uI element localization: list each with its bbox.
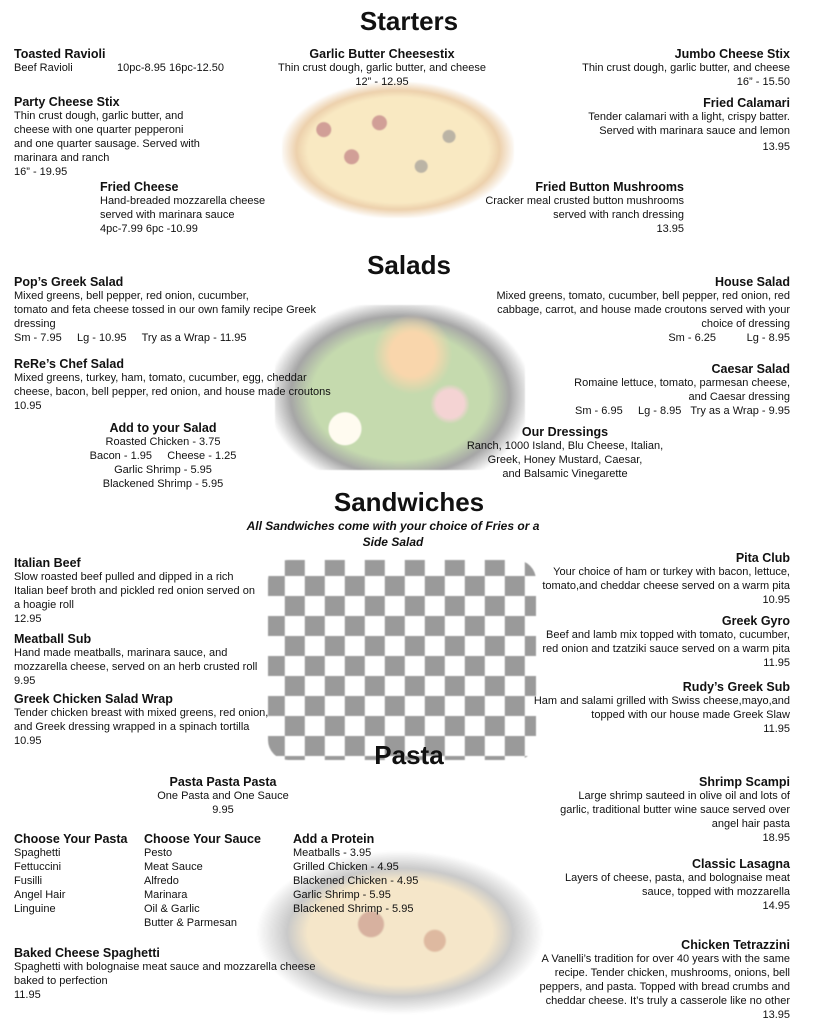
subtitle-line: All Sandwiches come with your choice of Fries or a [246,519,540,533]
item-desc: Romaine lettuce, tomato, parmesan cheese, [574,377,790,389]
item-price: Sm - 6.95 Lg - 8.95 Try as a Wrap - 9.95 [575,405,790,417]
item-price: Sm - 7.95 Lg - 10.95 Try as a Wrap - 11.95 [14,332,247,344]
item-name: Caesar Salad [711,362,790,376]
item-name: ReRe’s Chef Salad [14,357,124,371]
item-desc: garlic, traditional butter wine sauce served over [560,804,790,816]
addon-item: Bacon - 1.95 Cheese - 1.25 [89,450,237,462]
item-desc: Ham and salami grilled with Swiss cheese,mayo,and [533,695,790,707]
item-price: 12.95 [14,613,42,625]
addon-item: Blackened Chicken - 4.95 [293,875,419,887]
item-desc: served with ranch dressing [553,209,684,221]
item-desc: Thin crust dough, garlic butter, and cheese [278,62,486,74]
item-desc: and one quarter sausage. Served with [14,138,200,150]
menu-block-add-to-salad [70,421,256,491]
menu-item-house-salad [470,275,790,345]
item-price: 13.95 [762,1009,790,1021]
item-desc: and Balsamic Vinegarette [502,468,628,480]
item-name: Pasta Pasta Pasta [169,775,277,789]
item-price: 9.95 [212,804,234,816]
option-item: Spaghetti [14,847,61,859]
item-name: Choose Your Pasta [14,832,128,846]
option-item: Alfredo [144,875,179,887]
menu-item-toasted-ravioli [14,47,274,75]
item-price: 10.95 [762,594,790,606]
menu-item-rudys-greek-sub [520,680,790,736]
item-price: 12” - 12.95 [355,76,409,88]
option-item: Pesto [144,847,173,859]
menu-item-italian-beef [14,556,274,626]
addon-item: Garlic Shrimp - 5.95 [114,464,212,476]
item-desc: tomato and feta cheese tossed in our own family recipe Greek [14,304,317,316]
menu-item-baked-cheese-spaghetti [14,946,344,1002]
item-desc: Tender calamari with a light, crispy batter. [588,111,790,123]
menu-block-add-protein [293,832,443,916]
menu-item-classic-lasagna [540,857,790,913]
menu-item-garlic-butter-cheesestix [262,47,502,89]
item-name: Baked Cheese Spaghetti [14,946,160,960]
item-name: Pop’s Greek Salad [14,275,124,289]
item-price: 10.95 [14,735,42,747]
section-title-pasta: Pasta [374,740,444,770]
item-name: Choose Your Sauce [144,832,261,846]
item-desc: tomato,and cheddar cheese served on a warm pita [542,580,790,592]
item-desc: cheddar cheese. It’s truly a casserole like no other [545,995,790,1007]
item-desc: Served with marinara sauce and lemon [599,125,790,137]
item-desc: and Caesar dressing [688,391,790,403]
item-name: Garlic Butter Cheesestix [309,47,455,61]
menu-item-meatball-sub [14,632,274,688]
item-name: Meatball Sub [14,632,92,646]
menu-item-fried-calamari [540,96,790,154]
item-price: 9.95 [14,675,36,687]
menu-block-choose-pasta [14,832,140,916]
item-price: 13.95 [762,141,790,153]
option-item: Meat Sauce [144,861,203,873]
menu-block-our-dressings [460,425,670,481]
item-desc: cheese, bacon, bell pepper, red onion, and house made croutons [14,386,331,398]
addon-item: Blackened Shrimp - 5.95 [293,903,414,915]
item-desc: baked to perfection [14,975,108,987]
addon-item: Blackened Shrimp - 5.95 [102,478,224,490]
item-desc: Beef and lamb mix topped with tomato, cucumber, [546,629,790,641]
item-desc: Your choice of ham or turkey with bacon, lettuce, [553,566,790,578]
item-price: 11.95 [14,989,41,1001]
item-desc: Slow roasted beef pulled and dipped in a rich [14,571,234,583]
item-name: Toasted Ravioli [14,47,106,61]
item-price: Sm - 6.25 Lg - 8.95 [668,332,790,344]
item-desc: peppers, and pasta. Topped with bread crumbs and [539,981,790,993]
option-item: Oil & Garlic [144,903,200,915]
item-desc: cheese with one quarter pepperoni [14,124,184,136]
item-desc: Ranch, 1000 Island, Blu Cheese, Italian, [466,440,664,452]
item-name: Fried Cheese [100,180,179,194]
item-price: 11.95 [763,723,790,735]
menu-item-shrimp-scampi [540,775,790,845]
item-desc: choice of dressing [701,318,790,330]
addon-item: Grilled Chicken - 4.95 [293,861,399,873]
item-desc: Large shrimp sauteed in olive oil and lots of [578,790,790,802]
menu-item-caesar-salad [540,362,790,418]
menu-item-fried-cheese [100,180,300,236]
option-item: Linguine [14,903,56,915]
item-desc: Thin crust dough, garlic butter, and cheese [582,62,790,74]
item-desc: Beef Ravioli [14,62,73,74]
item-desc: and Greek dressing wrapped in a spinach tortilla [14,721,250,733]
item-desc: Mixed greens, turkey, ham, tomato, cucumber, egg, cheddar [14,372,307,384]
item-price: 16” - 15.50 [736,76,790,88]
item-desc: Hand-breaded mozzarella cheese [100,195,266,207]
item-desc: mozzarella cheese, served on an herb crusted roll [14,661,258,673]
item-price: 14.95 [762,900,790,912]
item-desc: Layers of cheese, pasta, and bolognaise meat [564,872,790,884]
item-price: 4pc-7.99 6pc -10.99 [100,223,198,235]
item-name: Fried Calamari [703,96,790,110]
item-desc: a hoagie roll [14,599,74,611]
item-desc: Mixed greens, tomato, cucumber, bell pepper, red onion, red [496,290,790,302]
menu-item-pasta-pasta-pasta [140,775,306,817]
item-name: Greek Chicken Salad Wrap [14,692,173,706]
item-name: Italian Beef [14,556,81,570]
item-name: Party Cheese Stix [14,95,120,109]
menu-item-reres-chef-salad [14,357,354,413]
item-name: House Salad [714,275,790,289]
item-price: 13.95 [656,223,684,235]
item-desc: Tender chicken breast with mixed greens, red onion, [14,707,269,719]
section-title-sandwiches: Sandwiches [333,487,485,517]
item-desc: sauce, topped with mozzarella [642,886,790,898]
item-desc: topped with our house made Greek Slaw [591,709,790,721]
item-price: 16” - 19.95 [14,166,68,178]
item-name: Add a Protein [293,832,375,846]
menu-item-chicken-tetrazzini [500,938,790,1022]
menu-block-choose-sauce [144,832,284,930]
item-desc: Italian beef broth and pickled red onion served on [14,585,255,597]
option-item: Angel Hair [14,889,66,901]
item-desc: dressing [14,318,56,330]
menu-item-jumbo-cheese-stix [540,47,790,89]
option-item: Marinara [144,889,188,901]
item-desc: red onion and tzatziki sauce served on a warm pita [542,643,790,655]
item-desc: angel hair pasta [711,818,790,830]
item-name: Fried Button Mushrooms [535,180,684,194]
item-desc: Mixed greens, bell pepper, red onion, cucumber, [14,290,249,302]
item-name: Chicken Tetrazzini [681,938,790,952]
section-title-starters: Starters [359,6,459,36]
addon-item: Meatballs - 3.95 [293,847,372,859]
gyro-photo [268,560,536,760]
item-desc: Hand made meatballs, marinara sauce, and [14,647,228,659]
menu-item-party-cheese-stix [14,95,264,179]
item-name: Jumbo Cheese Stix [674,47,790,61]
item-price: 10.95 [14,400,42,412]
section-title-salads: Salads [367,250,451,280]
item-price: 10pc-8.95 16pc-12.50 [117,62,225,74]
item-name: Classic Lasagna [692,857,790,871]
menu-item-fried-mushrooms [440,180,684,236]
item-name: Greek Gyro [721,614,790,628]
item-price: 11.95 [763,657,790,669]
item-desc: Greek, Honey Mustard, Caesar, [487,454,643,466]
menu-item-greek-gyro [520,614,790,670]
item-desc: marinara and ranch [14,152,110,164]
item-name: Rudy’s Greek Sub [682,680,790,694]
item-desc: A Vanelli’s tradition for over 40 years with the same [541,953,790,965]
addon-item: Roasted Chicken - 3.75 [105,436,221,448]
item-desc: Cracker meal crusted button mushrooms [485,195,684,207]
menu-item-pops-greek-salad [14,275,344,345]
menu-item-pita-club [520,551,790,607]
item-desc: cabbage, carrot, and house made croutons served with your [497,304,790,316]
item-desc: Thin crust dough, garlic butter, and [14,110,184,122]
option-item: Fusilli [14,875,43,887]
item-desc: recipe. Tender chicken, mushrooms, onions, bell [554,967,790,979]
subtitle-line: Side Salad [362,535,424,549]
option-item: Butter & Parmesan [144,917,237,929]
item-desc: One Pasta and One Sauce [157,790,289,802]
item-name: Add to your Salad [109,421,217,435]
item-price: 18.95 [762,832,790,844]
item-name: Pita Club [735,551,790,565]
addon-item: Garlic Shrimp - 5.95 [293,889,391,901]
item-desc: Spaghetti with bolognaise meat sauce and mozzarella cheese [14,961,316,973]
option-item: Fettuccini [14,861,62,873]
item-name: Shrimp Scampi [699,775,790,789]
item-name: Our Dressings [521,425,609,439]
sandwiches-subtitle [200,518,586,550]
item-desc: served with marinara sauce [100,209,235,221]
